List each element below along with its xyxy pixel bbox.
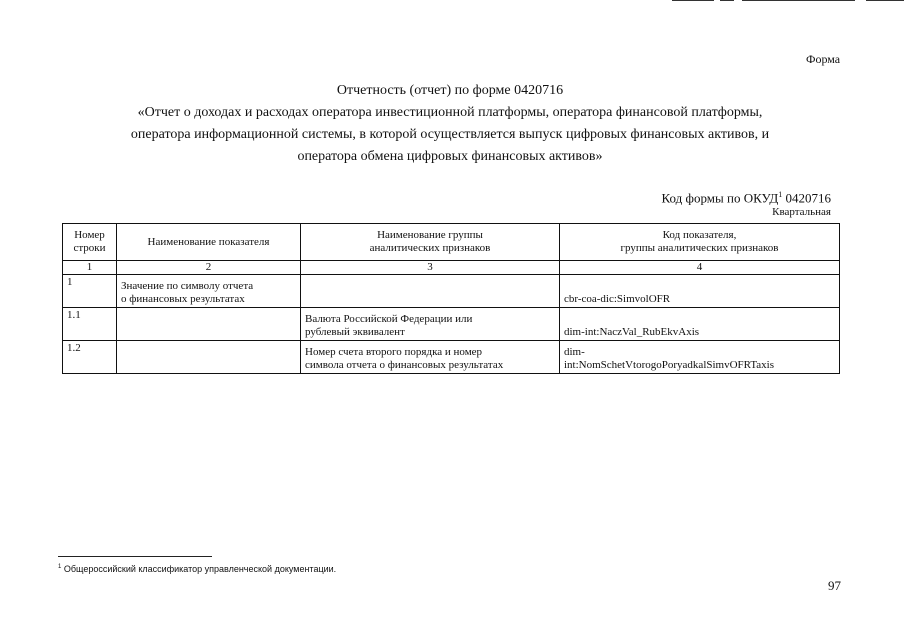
- column-number: 4: [560, 261, 840, 275]
- indicator-name: [117, 341, 301, 374]
- form-label: Форма: [806, 52, 841, 66]
- okud-footnote-mark: 1: [778, 190, 783, 199]
- header-cell-group: Наименование группы аналитических признаков: [301, 224, 560, 261]
- indicator-code: dim-int:NaczVal_RubEkvAxis: [560, 308, 840, 341]
- header-cell-code: Код показателя, группы аналитических признаков: [560, 224, 840, 261]
- okud-code: 0420716: [785, 190, 831, 206]
- title-line: оператора обмена цифровых финансовых активов»: [297, 149, 603, 164]
- periodicity: Квартальная: [772, 206, 831, 218]
- column-number: 2: [117, 261, 301, 275]
- indicator-code: cbr-coa-dic:SimvolOFR: [560, 275, 840, 308]
- table-row: [63, 308, 840, 341]
- top-rule-3: [742, 0, 855, 1]
- indicator-name: [117, 308, 301, 341]
- title-line: Отчетность (отчет) по форме 0420716: [336, 83, 564, 98]
- page-number: 97: [828, 578, 841, 593]
- group-name: Валюта Российской Федерации или рублевый эквивалент: [301, 308, 560, 341]
- title-line: оператора информационной системы, в которой осуществляется выпуск цифровых финансовых активов, и: [130, 127, 770, 142]
- document-title: [60, 80, 840, 168]
- footnote-text: Общероссийский классификатор управленческой документации.: [63, 564, 337, 574]
- okud-label: Код формы по ОКУД: [661, 190, 779, 206]
- column-number: 3: [301, 261, 560, 275]
- footnote-divider: [58, 556, 212, 557]
- title-line: «Отчет о доходах и расходах оператора инвестиционной платформы, оператора финансовой платформы,: [137, 105, 763, 120]
- column-number: 1: [63, 261, 117, 275]
- row-number: 1.2: [63, 341, 117, 374]
- top-rule-1: [672, 0, 714, 1]
- table-row: [63, 341, 840, 374]
- header-cell-row-number: Номер строки: [63, 224, 117, 261]
- header-cell-indicator: Наименование показателя: [117, 224, 301, 261]
- row-number: 1.1: [63, 308, 117, 341]
- footnote-mark: 1: [58, 564, 62, 570]
- group-name: Номер счета второго порядка и номер символа отчета о финансовых результатах: [301, 341, 560, 374]
- table-row: [63, 275, 840, 308]
- indicator-name: Значение по символу отчета о финансовых результатах: [117, 275, 301, 308]
- indicator-code: dim- int:NomSchetVtorogoPoryadkalSimvOFRTaxis: [560, 341, 840, 374]
- top-rule-4: [866, 0, 904, 1]
- table-header-row: [63, 224, 840, 261]
- okud-code-line: [662, 190, 831, 206]
- column-number-row: [63, 261, 840, 275]
- report-table: [62, 223, 840, 374]
- top-rule-2: [720, 0, 734, 1]
- row-number: 1: [63, 275, 117, 308]
- footnote: [58, 564, 336, 574]
- group-name: [301, 275, 560, 308]
